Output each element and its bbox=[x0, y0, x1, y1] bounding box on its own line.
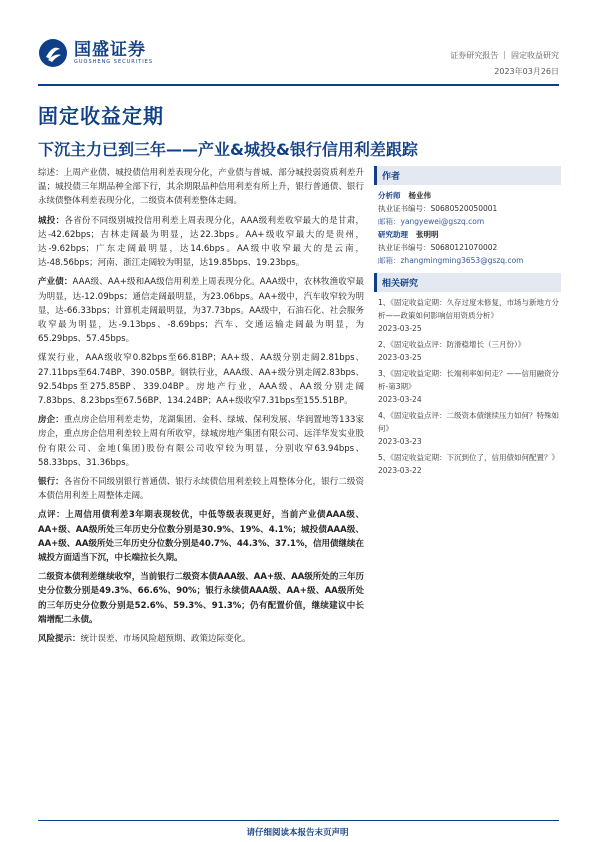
related-item[interactable]: 4、《固定收益点评：二级资本债继续压力如何？特殊如何》 2023-03-23 bbox=[378, 411, 560, 446]
category-label: 证券研究报告 bbox=[450, 51, 499, 60]
related-item[interactable]: 1、《固定收益定期：久存过度未修复，市场与新地方分析——政策如何影响信用资质分析》 2023-03-25 bbox=[378, 298, 560, 333]
header-divider bbox=[38, 84, 559, 86]
report-date: 2023年03月26日 bbox=[494, 67, 559, 76]
subcategory-label: 固定收益研究 bbox=[511, 51, 559, 60]
assistant-row: 研究助理 张明明 bbox=[378, 230, 439, 239]
main-content bbox=[38, 166, 364, 651]
summary-tier2: 二级资本债利差继续收窄，当前银行二级资本债AAA级、AA+级、AA级所处的三年历史分位数分别是49.3%、66.6%、90%；银行永续债AAA级、AA+级、AA级所处的三年历史分位数分别是52.6%、59.3%、91.3%；仍有配置价值，继续建议中长端增配二永债。 bbox=[38, 572, 364, 625]
assistant-license: 执业证书编号：S0680121070002 bbox=[378, 243, 498, 252]
paragraph-chengtou: 城投：各省份不同级别城投信用利差上周表现分化，AAA级利差收窄最大的是甘肃，达-42.62bps；吉林走阔最为明显，达22.3bps。AA+级收窄最大的是贵州，达-9.62bps；广东走阔最明显，达14.6bps。AA级中收窄最大的是云南，达-48.56bps；河南、浙江走阔较为明显，达19.85bps、19.23bps。 bbox=[38, 215, 364, 269]
authors-header: 作者 bbox=[374, 166, 561, 185]
analyst-email[interactable]: 邮箱：yangyewei@gszq.com bbox=[378, 217, 485, 226]
footer-divider bbox=[38, 820, 559, 821]
related-item[interactable]: 2、《固定收益点评：防滑稳增长（三月份）》 2023-03-25 bbox=[378, 340, 526, 362]
footer-disclaimer: 请仔细阅读本报告末页声明 bbox=[246, 828, 349, 838]
header-category bbox=[450, 50, 559, 61]
paragraph-industry: 产业债：AAA级、AA+级和AA级信用利差上周表现分化。AAA级中，农林牧渔收窄最为明显，达-12.09bps；通信走阔最明显，为23.06bps。AA+级中，汽车收窄较为明显，达-66.33bps；计算机走阔最明显，为37.73bps。AA级中，石油石化、社会服务收窄最为明显，达-9.13bps、-8.69bps；汽车、交通运输走阔最为明显，为65.29bps、57.45bps。 bbox=[38, 277, 364, 345]
summary-comment: 点评：上周信用债利差3年期表现较优，中低等级表现更好，当前产业债AAA级、AA+级、AA级所处三年历史分位数分别是30.9%、19%、4.1%；城投债AAA级、AA+级、AA级所处三年历史分位数分别是40.7%、44.3%、37.1%，信用债继续在城投方面适当下沉，中长端拉长久期。 bbox=[38, 510, 364, 564]
related-header: 相关研究 bbox=[374, 273, 561, 292]
related-item[interactable]: 3、《固定收益定期：长端利率如何走？——信用融资分析-第3期》 2023-03-24 bbox=[378, 369, 560, 404]
logo-name: 国盛证券 bbox=[74, 40, 146, 60]
report-type: 固定收益定期 bbox=[38, 104, 164, 128]
risk-warning: 风险提示：统计误差、市场风险超预期、政策边际变化。 bbox=[38, 634, 251, 645]
assistant-email[interactable]: 邮箱：zhangmingming3653@gszq.com bbox=[378, 256, 524, 265]
paragraph-overview: 综述：上周产业债、城投债信用利差表现分化，产业债与普城、部分城投弱资质利差升温；城投债三年期品种全部下行，其余期限品种信用利差有所上升，银行普通债、银行永续债整体利差表现分化，二级资本债利差整体走阔。 bbox=[38, 168, 364, 207]
paragraph-banks: 银行：各省份不同级别银行普通债、银行永续债信用利差较上周整体分化，银行二级资本债信用利差上周整体走阔。 bbox=[38, 477, 364, 502]
related-list bbox=[374, 296, 561, 477]
category-separator: | bbox=[503, 50, 506, 59]
company-logo bbox=[38, 38, 153, 68]
analyst-row: 分析师 杨业伟 bbox=[378, 191, 431, 200]
related-item[interactable]: 5、《固定收益定期：下沉到位了，信用债如何配置？》 2023-03-22 bbox=[378, 453, 560, 475]
sidebar bbox=[374, 166, 561, 480]
logo-icon bbox=[38, 38, 68, 68]
report-title: 下沉主力已到三年——产业&城投&银行信用利差跟踪 bbox=[38, 140, 418, 159]
paragraph-developers: 房企：重点房企信用利差走势，龙湖集团、金科、绿城、保利发展、华润置地等133家房企，重点房企信用利差较上周有所收窄，绿城房地产集团有限公司、远洋华发实业股份有限公司、金地(集团)股份有限公司收窄较为明显，分别收窄63.94bps、58.33bps、31.36bps。 bbox=[38, 415, 364, 468]
analyst-license: 执业证书编号：S0680520050001 bbox=[378, 204, 498, 213]
logo-subname: GUOSHENG SECURITIES bbox=[74, 59, 154, 65]
paragraph-sectors: 煤炭行业，AAA级收窄0.82bps至66.81BP；AA+级、AA级分别走阔2.81bps、27.11bps至64.74BP、390.05BP。钢铁行业，AAA级、AA+级分别走阔2.83bps、92.54bps至275.85BP、339.04BP。房地产行业，AAA级、AA级分别走阔7.83bps、8.23bps至67.56BP、134.24BP；AA+级收窄7.31bps至155.51BP。 bbox=[38, 353, 364, 407]
